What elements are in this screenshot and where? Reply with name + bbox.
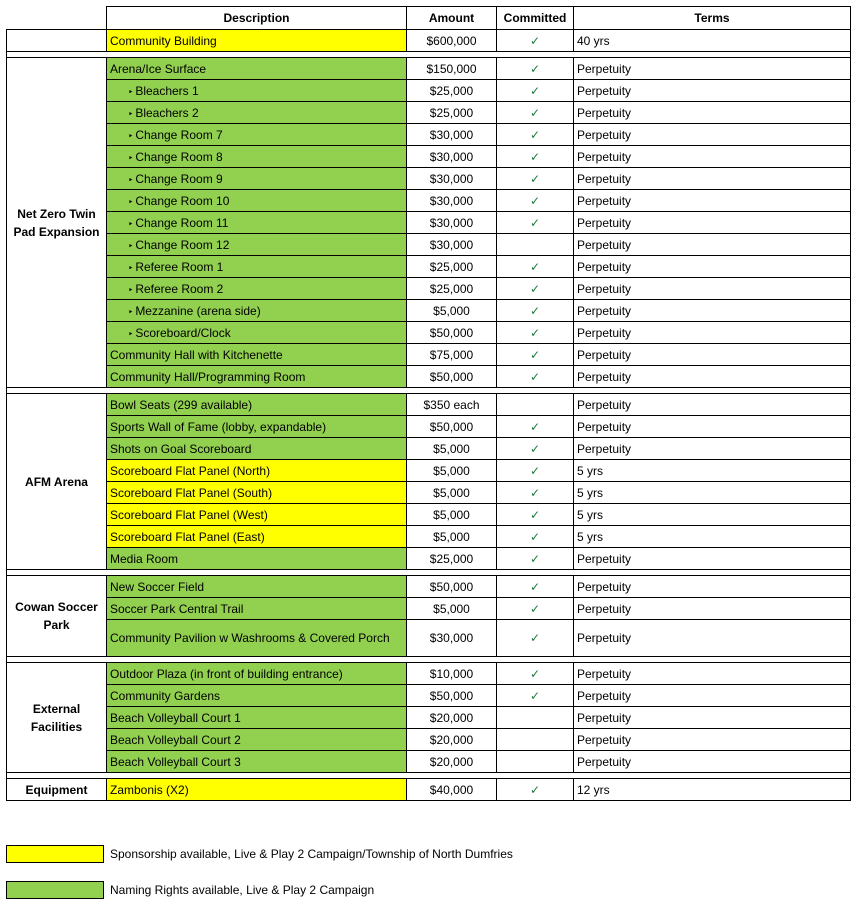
check-icon: ✓ — [529, 193, 541, 208]
item-amount: $25,000 — [407, 548, 497, 570]
committed-cell — [497, 576, 574, 598]
check-icon: ✓ — [529, 61, 541, 76]
check-icon: ✓ — [529, 631, 541, 645]
item-amount: $50,000 — [407, 685, 497, 707]
group-label: Net Zero Twin Pad Expansion — [7, 58, 107, 388]
item-terms: Perpetuity — [574, 212, 851, 234]
item-amount: $30,000 — [407, 124, 497, 146]
item-terms: Perpetuity — [574, 729, 851, 751]
check-icon: ✓ — [529, 579, 541, 594]
committed-cell — [497, 366, 574, 388]
item-description: ‣ Change Room 11 — [107, 212, 407, 234]
table-row — [7, 663, 851, 685]
item-terms: Perpetuity — [574, 685, 851, 707]
committed-cell — [497, 460, 574, 482]
item-description: ‣ Change Room 10 — [107, 190, 407, 212]
item-description: Scoreboard Flat Panel (East) — [107, 526, 407, 548]
item-amount: $5,000 — [407, 526, 497, 548]
table-row — [7, 234, 851, 256]
check-icon: ✓ — [529, 688, 541, 703]
table-row — [7, 366, 851, 388]
header-description: Description — [107, 7, 407, 30]
check-icon: ✓ — [529, 149, 541, 164]
item-amount: $30,000 — [407, 212, 497, 234]
table-row — [7, 548, 851, 570]
item-description: Sports Wall of Fame (lobby, expandable) — [107, 416, 407, 438]
item-description: New Soccer Field — [107, 576, 407, 598]
check-icon: ✓ — [529, 171, 541, 186]
committed-cell — [497, 80, 574, 102]
table-row — [7, 779, 851, 801]
check-icon: ✓ — [529, 666, 541, 681]
table-row — [7, 482, 851, 504]
table-row — [7, 124, 851, 146]
group-label: External Facilities — [7, 663, 107, 773]
table-row — [7, 438, 851, 460]
group-label: AFM Arena — [7, 394, 107, 570]
item-terms: Perpetuity — [574, 576, 851, 598]
item-description: Beach Volleyball Court 2 — [107, 729, 407, 751]
check-icon: ✓ — [529, 215, 541, 230]
committed-cell — [497, 416, 574, 438]
committed-cell — [497, 168, 574, 190]
check-icon: ✓ — [529, 551, 541, 566]
item-description: Bowl Seats (299 available) — [107, 394, 407, 416]
committed-cell — [497, 190, 574, 212]
header-blank — [7, 7, 107, 30]
committed-cell — [497, 394, 574, 416]
item-amount: $75,000 — [407, 344, 497, 366]
item-amount: $150,000 — [407, 58, 497, 80]
item-description: ‣ Referee Room 1 — [107, 256, 407, 278]
item-amount: $25,000 — [407, 256, 497, 278]
item-amount: $5,000 — [407, 482, 497, 504]
item-amount: $20,000 — [407, 707, 497, 729]
item-amount: $5,000 — [407, 504, 497, 526]
check-icon: ✓ — [529, 83, 541, 98]
item-description: Scoreboard Flat Panel (South) — [107, 482, 407, 504]
item-terms: 5 yrs — [574, 460, 851, 482]
check-icon: ✓ — [529, 441, 541, 456]
item-terms: 40 yrs — [574, 30, 851, 52]
item-description: Beach Volleyball Court 1 — [107, 707, 407, 729]
item-description: Community Pavilion w Washrooms & Covered Porch — [107, 620, 407, 657]
item-terms: Perpetuity — [574, 102, 851, 124]
item-description: Scoreboard Flat Panel (West) — [107, 504, 407, 526]
legend-item — [6, 845, 513, 863]
table-row — [7, 685, 851, 707]
item-terms: Perpetuity — [574, 707, 851, 729]
check-icon: ✓ — [529, 529, 541, 544]
item-terms: Perpetuity — [574, 58, 851, 80]
item-description: Community Gardens — [107, 685, 407, 707]
item-terms: Perpetuity — [574, 366, 851, 388]
table-row — [7, 212, 851, 234]
check-icon: ✓ — [529, 601, 541, 616]
item-amount: $600,000 — [407, 30, 497, 52]
item-amount: $30,000 — [407, 620, 497, 657]
item-terms: Perpetuity — [574, 80, 851, 102]
item-amount: $30,000 — [407, 146, 497, 168]
committed-cell — [497, 751, 574, 773]
table-row — [7, 394, 851, 416]
item-amount: $50,000 — [407, 322, 497, 344]
table-row — [7, 30, 851, 52]
table-row — [7, 460, 851, 482]
sponsorship-table — [6, 6, 851, 801]
item-terms: Perpetuity — [574, 663, 851, 685]
table-row — [7, 102, 851, 124]
item-amount: $50,000 — [407, 366, 497, 388]
table-row — [7, 344, 851, 366]
table-row — [7, 80, 851, 102]
committed-cell — [497, 548, 574, 570]
committed-cell — [497, 58, 574, 80]
item-amount: $5,000 — [407, 598, 497, 620]
item-description: Outdoor Plaza (in front of building entrance) — [107, 663, 407, 685]
table-row — [7, 504, 851, 526]
item-terms: Perpetuity — [574, 256, 851, 278]
table-row — [7, 190, 851, 212]
check-icon: ✓ — [529, 325, 541, 340]
item-terms: Perpetuity — [574, 751, 851, 773]
item-amount: $40,000 — [407, 779, 497, 801]
item-description: ‣ Referee Room 2 — [107, 278, 407, 300]
check-icon: ✓ — [529, 463, 541, 478]
item-amount: $30,000 — [407, 190, 497, 212]
table-row — [7, 278, 851, 300]
check-icon: ✓ — [529, 507, 541, 522]
committed-cell — [497, 598, 574, 620]
committed-cell — [497, 278, 574, 300]
table-row — [7, 322, 851, 344]
item-amount: $5,000 — [407, 300, 497, 322]
table-row — [7, 58, 851, 80]
item-terms: Perpetuity — [574, 416, 851, 438]
item-description: Shots on Goal Scoreboard — [107, 438, 407, 460]
item-terms: Perpetuity — [574, 190, 851, 212]
table-row — [7, 256, 851, 278]
item-amount: $5,000 — [407, 438, 497, 460]
table-row — [7, 598, 851, 620]
table-row — [7, 416, 851, 438]
item-amount: $50,000 — [407, 576, 497, 598]
committed-cell — [497, 685, 574, 707]
item-amount: $20,000 — [407, 729, 497, 751]
item-description: ‣ Change Room 7 — [107, 124, 407, 146]
table-row — [7, 620, 851, 657]
item-amount: $25,000 — [407, 278, 497, 300]
item-description: Zambonis (X2) — [107, 779, 407, 801]
table-row — [7, 300, 851, 322]
table-body — [7, 30, 851, 801]
item-terms: Perpetuity — [574, 124, 851, 146]
committed-cell — [497, 124, 574, 146]
committed-cell — [497, 300, 574, 322]
item-amount: $30,000 — [407, 168, 497, 190]
legend-text: Naming Rights available, Live & Play 2 Campaign — [110, 883, 375, 897]
check-icon: ✓ — [529, 782, 541, 797]
header-committed: Committed — [497, 7, 574, 30]
committed-cell — [497, 344, 574, 366]
header-terms: Terms — [574, 7, 851, 30]
item-terms: Perpetuity — [574, 548, 851, 570]
table-row — [7, 576, 851, 598]
check-icon: ✓ — [529, 485, 541, 500]
item-description: ‣ Change Room 8 — [107, 146, 407, 168]
item-amount: $50,000 — [407, 416, 497, 438]
item-terms: Perpetuity — [574, 168, 851, 190]
check-icon: ✓ — [529, 347, 541, 362]
legend-swatch — [6, 881, 104, 899]
item-terms: Perpetuity — [574, 438, 851, 460]
group-label: Cowan Soccer Park — [7, 576, 107, 657]
check-icon: ✓ — [529, 303, 541, 318]
committed-cell — [497, 504, 574, 526]
item-amount: $20,000 — [407, 751, 497, 773]
committed-cell — [497, 526, 574, 548]
committed-cell — [497, 256, 574, 278]
committed-cell — [497, 322, 574, 344]
item-terms: Perpetuity — [574, 300, 851, 322]
item-description: ‣ Change Room 12 — [107, 234, 407, 256]
header-amount: Amount — [407, 7, 497, 30]
table-row — [7, 526, 851, 548]
check-icon: ✓ — [529, 281, 541, 296]
committed-cell — [497, 707, 574, 729]
item-terms: Perpetuity — [574, 322, 851, 344]
committed-cell — [497, 234, 574, 256]
item-amount: $350 each — [407, 394, 497, 416]
check-icon: ✓ — [529, 105, 541, 120]
check-icon: ✓ — [529, 369, 541, 384]
check-icon: ✓ — [529, 127, 541, 142]
committed-cell — [497, 663, 574, 685]
committed-cell — [497, 482, 574, 504]
table-row — [7, 729, 851, 751]
item-description: ‣ Bleachers 2 — [107, 102, 407, 124]
check-icon: ✓ — [529, 419, 541, 434]
group-label — [7, 30, 107, 52]
legend-item — [6, 881, 374, 899]
group-label: Equipment — [7, 779, 107, 801]
legend-swatch — [6, 845, 104, 863]
item-terms: Perpetuity — [574, 234, 851, 256]
committed-cell — [497, 779, 574, 801]
item-description: Community Hall/Programming Room — [107, 366, 407, 388]
committed-cell — [497, 438, 574, 460]
legend-text: Sponsorship available, Live & Play 2 Campaign/Township of North Dumfries — [110, 847, 513, 861]
item-terms: Perpetuity — [574, 278, 851, 300]
item-terms: Perpetuity — [574, 146, 851, 168]
item-description: Beach Volleyball Court 3 — [107, 751, 407, 773]
item-description: ‣ Mezzanine (arena side) — [107, 300, 407, 322]
item-terms: Perpetuity — [574, 394, 851, 416]
item-description: ‣ Scoreboard/Clock — [107, 322, 407, 344]
table-row — [7, 146, 851, 168]
item-description: Community Building — [107, 30, 407, 52]
item-amount: $25,000 — [407, 80, 497, 102]
item-description: Arena/Ice Surface — [107, 58, 407, 80]
committed-cell — [497, 102, 574, 124]
item-terms: Perpetuity — [574, 598, 851, 620]
committed-cell — [497, 30, 574, 52]
item-terms: 5 yrs — [574, 504, 851, 526]
item-description: Soccer Park Central Trail — [107, 598, 407, 620]
item-terms: Perpetuity — [574, 344, 851, 366]
item-terms: 5 yrs — [574, 526, 851, 548]
header-row — [7, 7, 851, 30]
item-amount: $25,000 — [407, 102, 497, 124]
item-description: ‣ Bleachers 1 — [107, 80, 407, 102]
item-terms: 5 yrs — [574, 482, 851, 504]
table-row — [7, 751, 851, 773]
item-amount: $5,000 — [407, 460, 497, 482]
committed-cell — [497, 620, 574, 657]
item-description: Media Room — [107, 548, 407, 570]
item-terms: 12 yrs — [574, 779, 851, 801]
committed-cell — [497, 729, 574, 751]
item-terms: Perpetuity — [574, 620, 851, 657]
table-row — [7, 707, 851, 729]
check-icon: ✓ — [529, 33, 541, 48]
item-amount: $10,000 — [407, 663, 497, 685]
item-amount: $30,000 — [407, 234, 497, 256]
item-description: Scoreboard Flat Panel (North) — [107, 460, 407, 482]
item-description: ‣ Change Room 9 — [107, 168, 407, 190]
committed-cell — [497, 146, 574, 168]
check-icon: ✓ — [529, 259, 541, 274]
table-row — [7, 168, 851, 190]
item-description: Community Hall with Kitchenette — [107, 344, 407, 366]
committed-cell — [497, 212, 574, 234]
